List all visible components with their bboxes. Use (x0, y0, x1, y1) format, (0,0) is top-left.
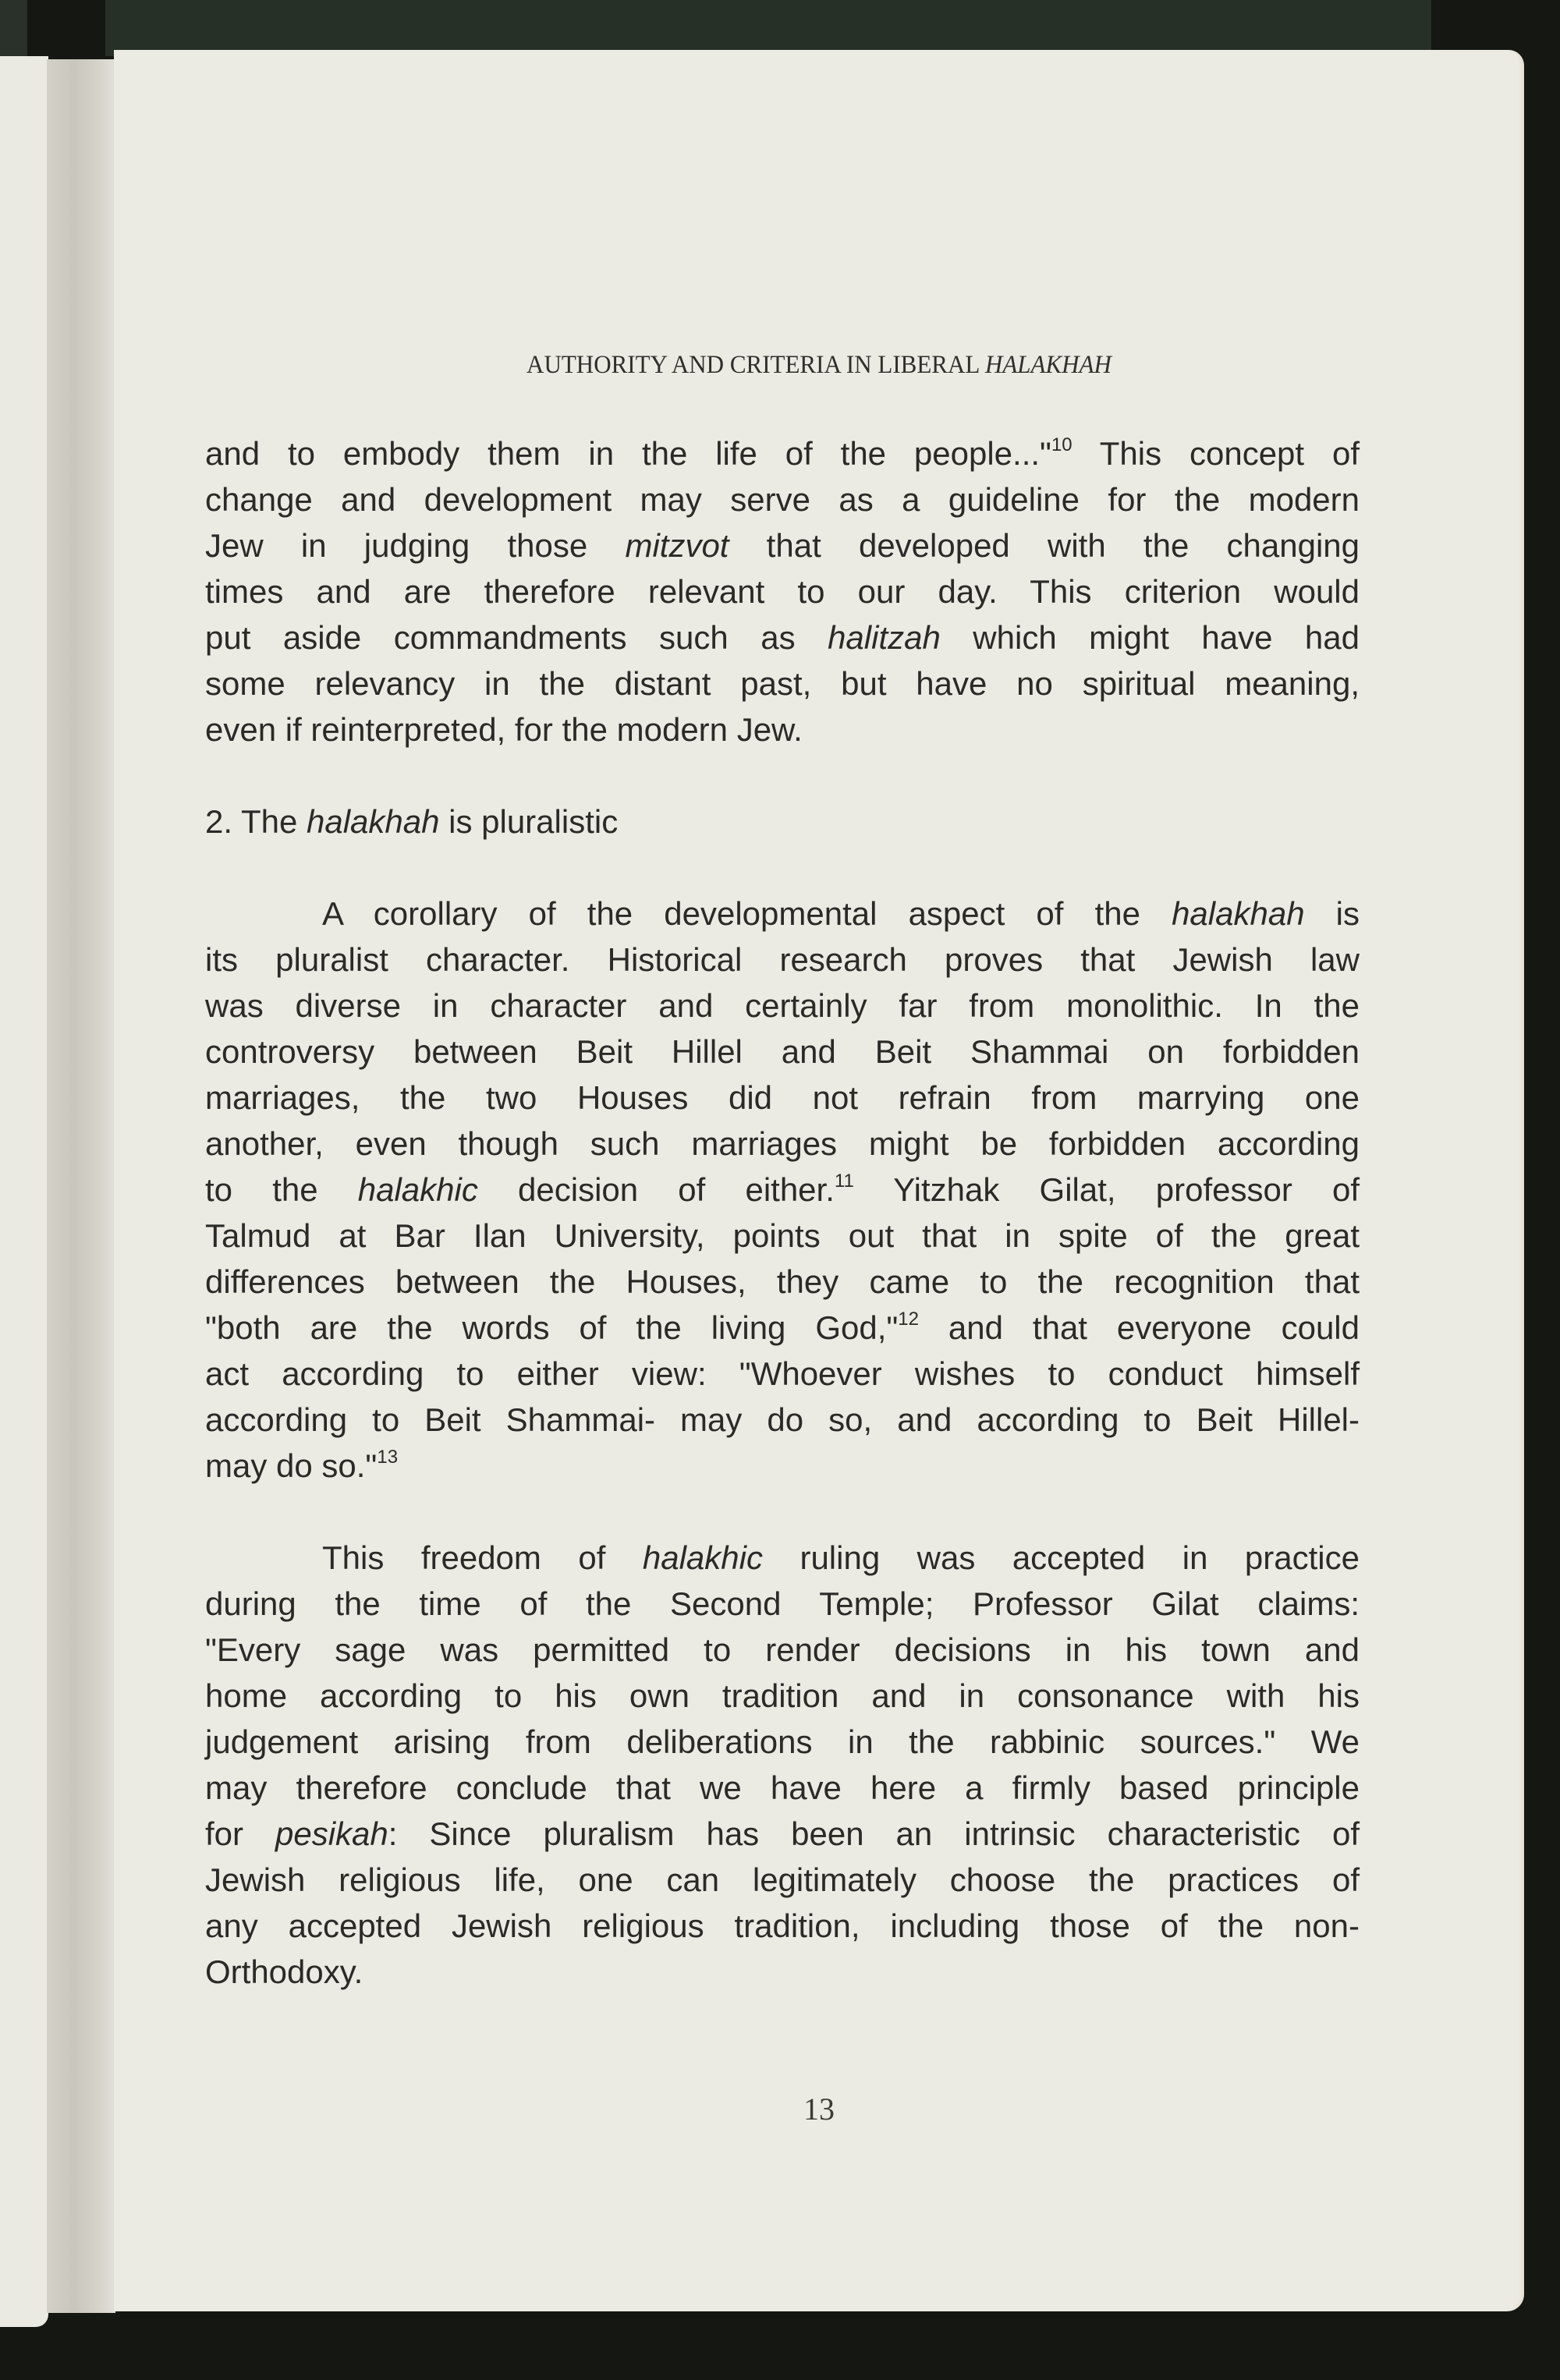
footnote-marker: 13 (377, 1447, 399, 1468)
facing-page-edge (0, 56, 48, 2327)
text-run: may therefore conclude that we have here a firmly based principle (205, 1769, 1360, 1806)
text-run: Jew in judging those (205, 527, 626, 564)
text-run: for (205, 1815, 275, 1852)
text-line (205, 1443, 1360, 1489)
text-run: is (1304, 895, 1360, 932)
text-run: Yitzhak Gilat, professor of (853, 1171, 1360, 1208)
body-text (205, 430, 1360, 1995)
text-line (205, 1167, 1360, 1213)
text-run: is pluralistic (439, 803, 619, 840)
text-line (205, 1121, 1360, 1167)
paragraph-gap (205, 1489, 1360, 1535)
text-run: change and development may serve as a guideline for the modern (205, 481, 1360, 518)
text-run: during the time of the Second Temple; Professor Gilat claims: (205, 1585, 1360, 1622)
text-line (205, 937, 1360, 983)
text-run: differences between the Houses, they came to the recognition that (205, 1263, 1360, 1300)
text-line (205, 1305, 1360, 1351)
scan-background (105, 0, 1431, 56)
text-line (205, 476, 1360, 522)
text-run: was diverse in character and certainly far from monolithic. In the (205, 987, 1360, 1024)
text-run: and that everyone could (919, 1309, 1360, 1346)
italic-term: halakhic (357, 1171, 478, 1208)
text-run: any accepted Jewish religious tradition, including those of the non- (205, 1907, 1360, 1944)
text-run: This concept of (1072, 435, 1360, 472)
text-run: judgement arising from deliberations in the rabbinic sources." We (205, 1723, 1360, 1760)
text-run: A corollary of the developmental aspect of the (322, 895, 1172, 932)
text-run: 2. The (205, 803, 307, 840)
text-line (205, 707, 1360, 753)
text-line (205, 430, 1360, 476)
text-run: Orthodoxy. (205, 1953, 363, 1990)
text-run: times and are therefore relevant to our day. This criterion would (205, 573, 1360, 610)
running-head (156, 351, 1482, 380)
text-run: and to embody them in the life of the people..." (205, 435, 1051, 472)
text-line (205, 1397, 1360, 1443)
text-run: to the (205, 1171, 358, 1208)
text-run: "both are the words of the living God," (205, 1309, 899, 1346)
page-number: 13 (803, 2091, 835, 2127)
italic-term: halakhic (642, 1539, 763, 1576)
running-head-text: AUTHORITY AND CRITERIA IN LIBERAL (526, 351, 980, 379)
italic-term: pesikah (275, 1815, 388, 1852)
text-run: This freedom of (322, 1539, 643, 1576)
text-line (205, 1811, 1360, 1857)
text-line (205, 1351, 1360, 1397)
italic-term: halakhah (1172, 895, 1305, 932)
text-line (205, 1581, 1360, 1627)
text-line (205, 1535, 1360, 1581)
text-line (205, 661, 1360, 707)
text-run: its pluralist character. Historical research proves that Jewish law (205, 941, 1360, 978)
book-gutter-shadow (47, 59, 115, 2313)
text-run: may do so." (205, 1447, 378, 1484)
italic-term: halakhah (306, 803, 440, 840)
text-line (205, 1949, 1360, 1995)
text-run: controversy between Beit Hillel and Beit Shammai on forbidden (205, 1033, 1360, 1070)
text-run: : Since pluralism has been an intrinsic characteristic of (388, 1815, 1360, 1852)
italic-term: mitzvot (625, 527, 729, 564)
italic-term: halitzah (828, 619, 941, 656)
text-run: put aside commandments such as (205, 619, 828, 656)
text-run: ruling was accepted in practice (762, 1539, 1360, 1576)
footnote-marker: 10 (1051, 434, 1072, 455)
text-run: Jewish religious life, one can legitimately choose the practices of (205, 1861, 1360, 1898)
text-run: even if reinterpreted, for the modern Jew. (205, 711, 803, 748)
text-run: Talmud at Bar Ilan University, points out that in spite of the great (205, 1217, 1360, 1254)
text-line (205, 1765, 1360, 1811)
text-line (205, 1857, 1360, 1903)
text-line (205, 1719, 1360, 1765)
text-line (205, 1029, 1360, 1075)
text-run: another, even though such marriages might be forbidden according (205, 1125, 1360, 1162)
text-line (205, 1213, 1360, 1259)
text-run: marriages, the two Houses did not refrain from marrying one (205, 1079, 1360, 1116)
text-run: which might have had (940, 619, 1360, 656)
book-page (114, 50, 1524, 2311)
footnote-marker: 12 (898, 1309, 919, 1330)
paragraph-gap (205, 845, 1360, 891)
text-run: decision of either. (477, 1171, 835, 1208)
text-run: home according to his own tradition and in consonance with his (205, 1677, 1360, 1714)
running-head-italic: HALAKHAH (984, 351, 1112, 379)
paragraph-gap (205, 753, 1360, 799)
text-line (205, 1673, 1360, 1719)
text-run: "Every sage was permitted to render decisions in his town and (205, 1631, 1360, 1668)
text-line (205, 1259, 1360, 1305)
text-line (205, 1075, 1360, 1121)
scan-background (0, 0, 27, 56)
footnote-marker: 11 (834, 1171, 854, 1192)
text-line (205, 1903, 1360, 1949)
text-line (205, 983, 1360, 1029)
text-run: that developed with the changing (729, 527, 1360, 564)
text-run: some relevancy in the distant past, but have no spiritual meaning, (205, 665, 1360, 702)
text-line (205, 522, 1360, 568)
text-run: according to Beit Shammai- may do so, and according to Beit Hillel- (205, 1401, 1360, 1438)
text-run: act according to either view: "Whoever wishes to conduct himself (205, 1355, 1360, 1392)
section-heading (205, 799, 1360, 845)
text-line (205, 891, 1360, 937)
text-line (205, 614, 1360, 661)
text-line (205, 568, 1360, 614)
text-line (205, 1627, 1360, 1673)
